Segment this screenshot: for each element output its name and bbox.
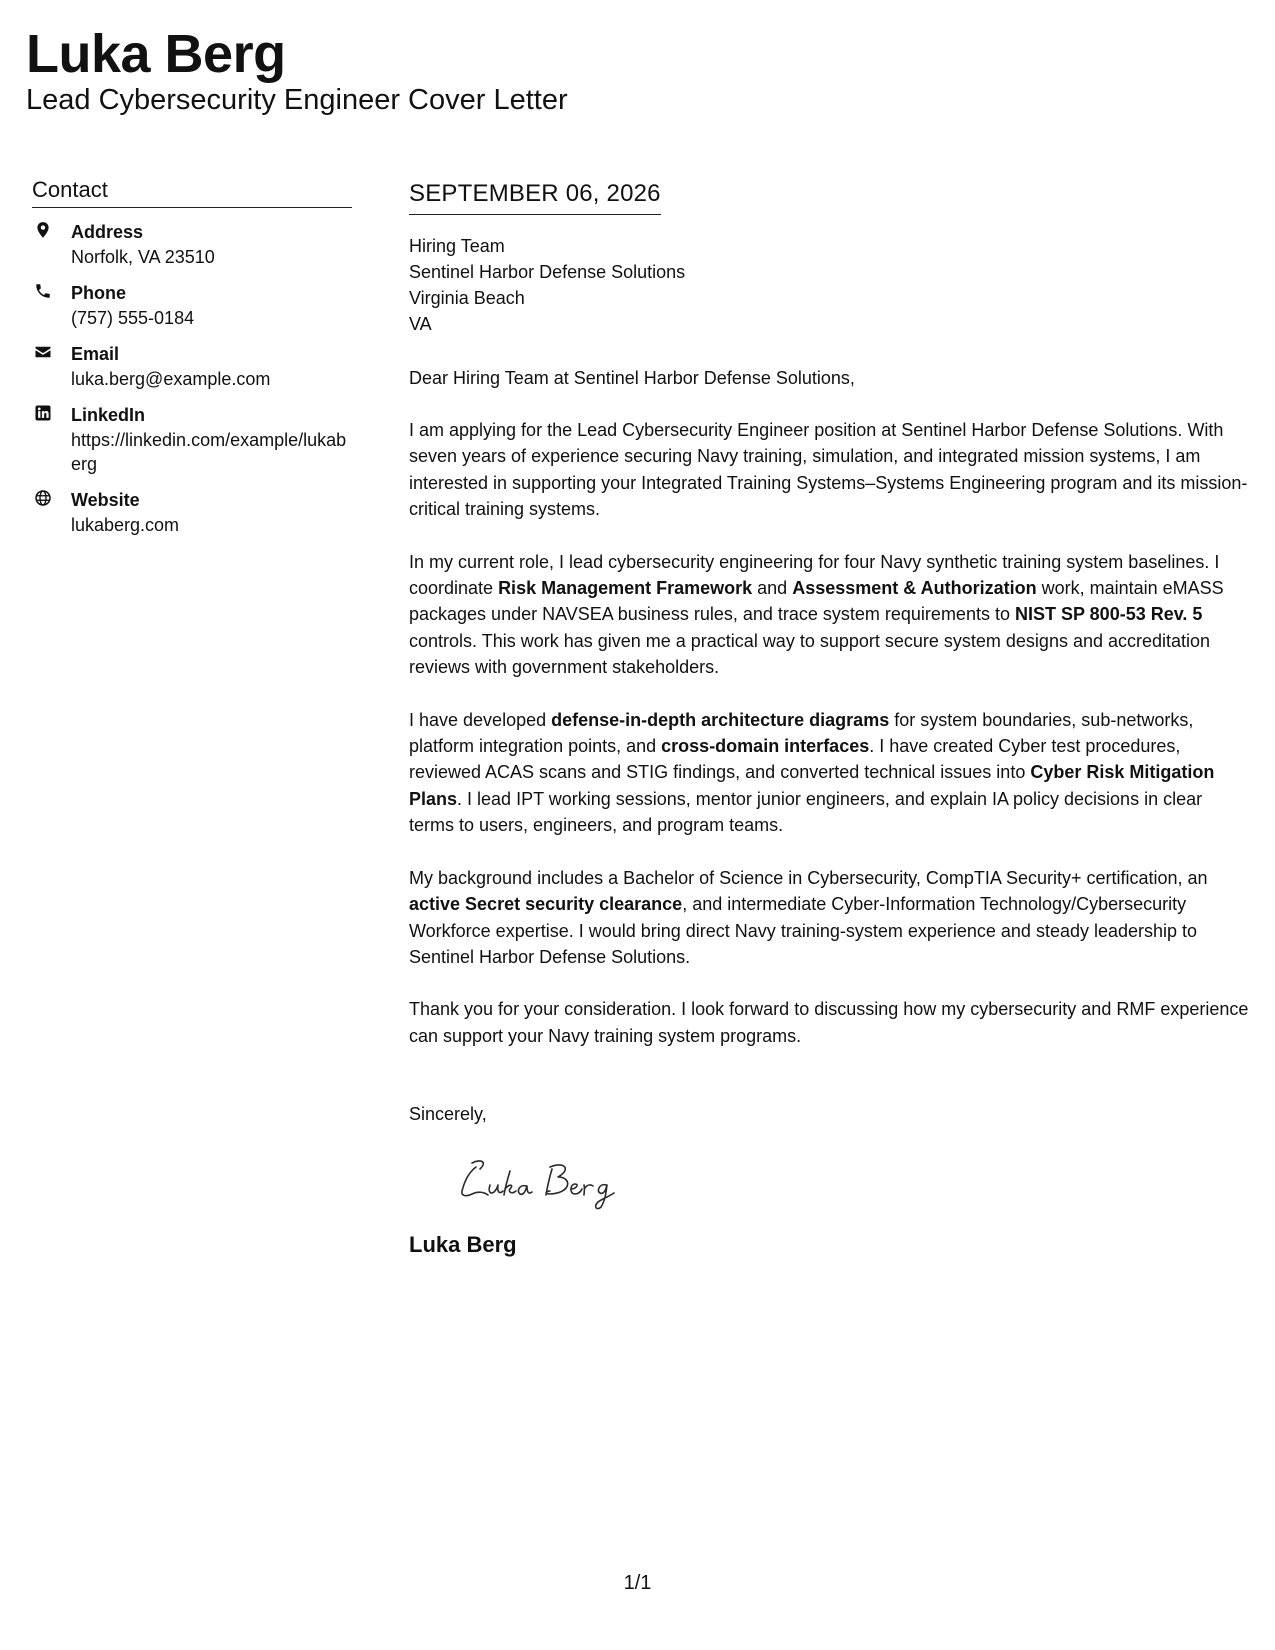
emphasized-text: Assessment & Authorization — [792, 578, 1037, 599]
paragraph — [409, 707, 1251, 839]
text-run: I have developed — [409, 709, 552, 730]
text-run: My background includes a Bachelor of Science in Cybersecurity, CompTIA Security+ certification, an — [409, 867, 1208, 888]
website-link[interactable]: lukaberg.com — [71, 515, 180, 535]
paragraph — [409, 865, 1251, 971]
contact-item-phone — [32, 281, 352, 330]
text-run: Thank you for your consideration. I look forward to discussing how my cybersecurity and RMF experience can support your Navy training system programs. — [409, 999, 1249, 1046]
text-run: . I lead IPT working sessions, mentor junior engineers, and explain IA policy decisions in clear terms to users, engineers, and program teams. — [409, 788, 1203, 836]
emphasized-text: Cyber Risk Mitigation Plans — [409, 762, 1215, 809]
contact-label: Email — [71, 344, 120, 364]
page-number: 1/1 — [623, 1572, 652, 1594]
signer-name: Luka Berg — [409, 1232, 517, 1258]
letter-paragraphs — [409, 417, 1251, 1049]
recipient-line: VA — [409, 314, 432, 334]
closing: Sincerely, — [409, 1104, 487, 1125]
envelope-icon — [34, 343, 52, 361]
handwritten-signature — [454, 1149, 634, 1213]
map-pin-icon — [34, 221, 52, 239]
linkedin-icon — [34, 404, 52, 422]
text-run: . I have created Cyber test procedures, reviewed ACAS scans and STIG findings, and converted technical issues into — [409, 736, 1181, 783]
recipient-block — [409, 233, 1251, 337]
recipient-line: Sentinel Harbor Defense Solutions — [409, 262, 686, 282]
applicant-name: Luka Berg — [26, 24, 286, 84]
emphasized-text: defense-in-depth architecture diagrams — [551, 709, 890, 730]
emphasized-text: Risk Management Framework — [498, 578, 753, 599]
paragraph — [409, 549, 1251, 681]
text-run: , and intermediate Cyber-Information Technology/Cybersecurity Workforce expertise. I would bring direct Navy training-system experience and steady leadership to Sentinel Harbor Defense Solutions. — [409, 894, 1198, 967]
letter-date: SEPTEMBER 06, 2026 — [409, 178, 661, 215]
paragraph — [409, 417, 1251, 523]
phone-icon — [34, 282, 52, 300]
text-run: In my current role, I lead cybersecurity engineering for four Navy synthetic training system baselines. I coordinate — [409, 551, 1220, 599]
contact-item-address — [32, 220, 352, 269]
linkedin-link[interactable]: https://linkedin.com/example/lukaberg — [71, 430, 347, 474]
paragraph — [409, 996, 1251, 1049]
emphasized-text: active Secret security clearance — [409, 894, 683, 915]
phone-value: (757) 555-0184 — [71, 308, 195, 328]
letter-body — [409, 178, 1251, 1259]
contact-heading: Contact — [32, 176, 352, 208]
contact-label: Website — [71, 490, 140, 510]
text-run: controls. This work has given me a practical way to support secure system designs and accreditation reviews with government stakeholders. — [409, 630, 1211, 678]
contact-sidebar — [32, 176, 352, 549]
contact-label: Address — [71, 222, 144, 242]
text-run: work, maintain eMASS packages under NAVSEA business rules, and trace system requirements to — [409, 578, 1224, 625]
emphasized-text: NIST SP 800-53 Rev. 5 — [1014, 604, 1203, 625]
email-link[interactable]: luka.berg@example.com — [71, 369, 271, 389]
text-run: and — [752, 578, 793, 599]
contact-label: LinkedIn — [71, 405, 146, 425]
contact-label: Phone — [71, 283, 127, 303]
contact-list — [32, 220, 352, 537]
address-value: Norfolk, VA 23510 — [71, 247, 215, 267]
text-run: I am applying for the Lead Cybersecurity Engineer position at Sentinel Harbor Defense Solutions. With seven years of experience securing Navy training, simulation, and integrated mission systems, I am interested in supporting your Integrated Training Systems–Systems Engineering program and its mission-critical training systems. — [409, 420, 1248, 520]
contact-item-website — [32, 488, 352, 537]
globe-icon — [34, 489, 52, 507]
recipient-line: Virginia Beach — [409, 288, 525, 308]
document-subtitle: Lead Cybersecurity Engineer Cover Letter — [26, 84, 568, 116]
emphasized-text: cross-domain interfaces — [661, 736, 870, 757]
recipient-line: Hiring Team — [409, 236, 505, 256]
contact-item-email — [32, 342, 352, 391]
contact-item-linkedin — [32, 403, 352, 476]
text-run: for system boundaries, sub-networks, platform integration points, and — [409, 709, 1194, 757]
salutation: Dear Hiring Team at Sentinel Harbor Defense Solutions, — [409, 368, 855, 388]
